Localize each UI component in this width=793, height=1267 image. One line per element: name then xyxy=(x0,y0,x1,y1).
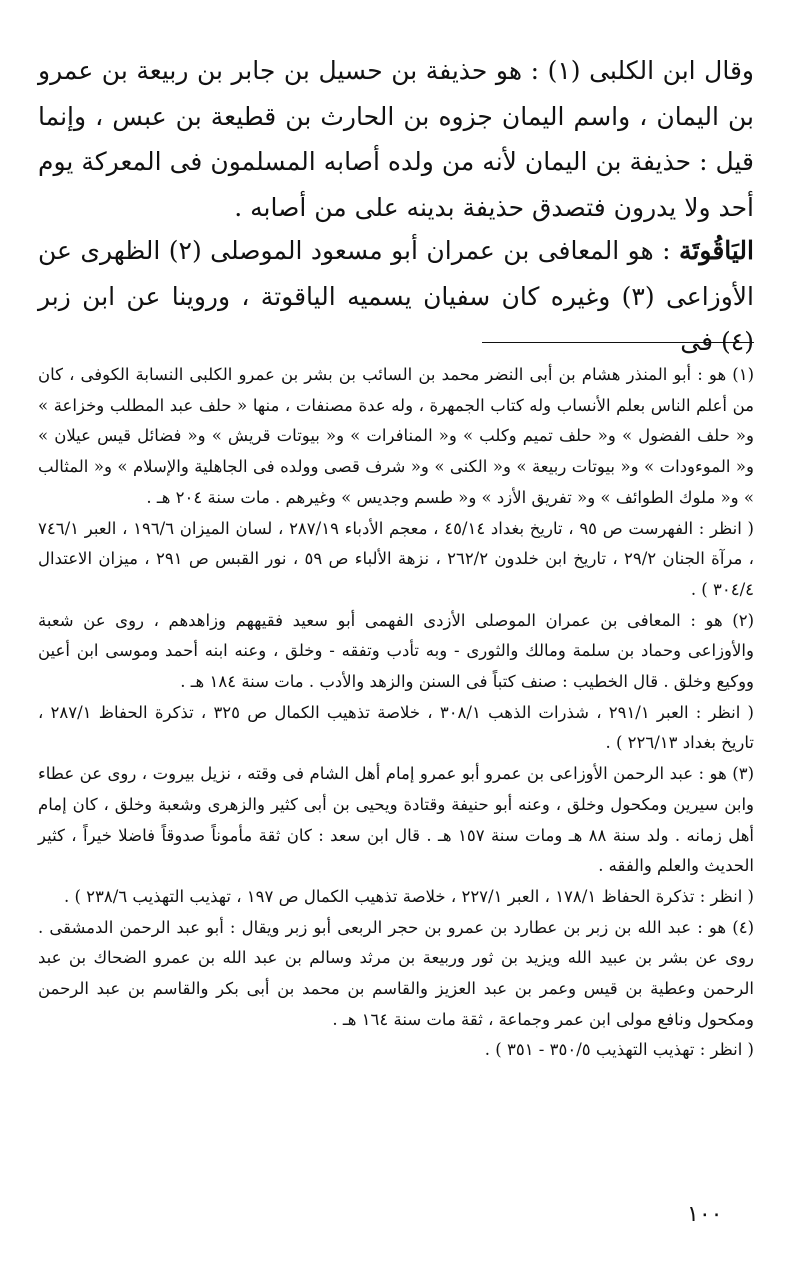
footnote-3: (٣) هو : عبد الرحمن الأوزاعى بن عمرو أبو عمرو إمام أهل الشام فى وقته ، نزيل بيروت ، روى عن عطاء وابن سيرين ومكحول وخلق ، وعنه أبو حنيفة وقتادة ويحيى بن أبى كثير والزهرى وشعبة وخلق ، كان إمام أهل زمانه . ولد سنة ٨٨ هـ ومات سنة ١٥٧ هـ . قال ابن سعد : كان ثقة مأموناً صدوقاً فاضلا خيراً ، كثير الحديث والعلم والفقه . xyxy=(38,764,754,876)
footnotes xyxy=(38,360,754,1066)
main-paragraph: وقال ابن الكلبى (١) : هو حذيفة بن حسيل بن جابر بن ربيعة بن عمرو بن اليمان ، واسم اليمان جزوه بن الحارث بن قطيعة بن عبس ، وإنما قيل : حذيفة بن اليمان لأنه من ولده أصابه المسلمون فى المعركة يوم أحد ولا يدرون فتصدق حذيفة بدينه على من أصابه . xyxy=(38,56,754,222)
main-text xyxy=(38,48,754,365)
entry-paragraph xyxy=(38,228,754,365)
footnote-3-refs: ( انظر : تذكرة الحفاظ ١٧٨/١ ، العبر ٢٢٧/١ ، خلاصة تذهيب الكمال ص ١٩٧ ، تهذيب التهذيب ٢٣٨/٦ ) . xyxy=(64,886,754,906)
entry-text: : هو المعافى بن عمران أبو مسعود الموصلى (٢) الظهرى عن الأوزاعى (٣) وغيره كان سفيان يسميه الياقوتة ، وروينا عن ابن زبر (٤) فى xyxy=(38,236,754,356)
entry-term: اليَاقُوتَة xyxy=(679,236,754,265)
footnote-1: (١) هو : أبو المنذر هشام بن أبى النضر محمد بن السائب بن بشر بن عمرو الكلبى النسابة الكوفى ، كان من أعلم الناس بعلم الأنساب وله كتاب الجمهرة ، وله عدة مصنفات ، منها « حلف عبد المطلب وخزاعة » و« حلف الفضول » و« حلف تميم وكلب » و« المنافرات » و« بيوتات قريش » و« فضائل قيس عيلان » و« الموءودات » و« بيوتات ربيعة » و« الكنى » و« شرف قصى وولده فى الجاهلية والإسلام » و« المثالب » و« ملوك الطوائف » و« تفريق الأزد » و« طسم وجديس » وغيرهم . مات سنة ٢٠٤ هـ . xyxy=(38,365,754,507)
footnote-1-refs: ( انظر : الفهرست ص ٩٥ ، تاريخ بغداد ٤٥/١٤ ، معجم الأدباء ٢٨٧/١٩ ، لسان الميزان ١٩٦/٦ ، العبر ٧٤٦/١ ، مرآة الجنان ٢٩/٢ ، تاريخ ابن خلدون ٢٦٢/٢ ، نزهة الألباء ص ٥٩ ، نور القبس ص ٢٩١ ، ميزان الاعتدال ٣٠٤/٤ ) . xyxy=(38,518,754,599)
footnote-separator xyxy=(482,342,754,343)
footnote-2-refs: ( انظر : العبر ٢٩١/١ ، شذرات الذهب ٣٠٨/١ ، خلاصة تذهيب الكمال ص ٣٢٥ ، تذكرة الحفاظ ٢٨٧/١ ، تاريخ بغداد ٢٢٦/١٣ ) . xyxy=(38,702,754,753)
footnote-2: (٢) هو : المعافى بن عمران الموصلى الأزدى الفهمى أبو سعيد فقيههم وزاهدهم ، روى عن شعبة والأوزاعى وحماد بن سلمة ومالك والثورى - وبه تأدب وتفقه - وخلق ، وعنه ابنه أحمد وموسى ابن أعين ووكيع وخلق . قال الخطيب : صنف كتباً فى السنن والزهد والأدب . مات سنة ١٨٤ هـ . xyxy=(38,610,754,692)
footnote-4-refs: ( انظر : تهذيب التهذيب ٣٥٠/٥ - ٣٥١ ) . xyxy=(484,1040,754,1060)
footnote-4: (٤) هو : عبد الله بن زبر بن عطارد بن عمرو بن حجر الربعى أبو زبر ويقال : أبو عبد الرحمن الدمشقى . روى عن بشر بن عبيد الله ويزيد بن ثور وربيعة بن مرثد وسالم بن عبد الله بن عمرو الضحاك بن عبد الرحمن وعطية بن قيس وعمر بن عبد العزيز والقاسم بن محمد بن أبى بكر والقاسم بن عبد الرحمن ومكحول ونافع مولى ابن عمر وجماعة ، ثقة مات سنة ١٦٤ هـ . xyxy=(38,917,754,1029)
page-number: ١٠٠ xyxy=(687,1202,723,1227)
